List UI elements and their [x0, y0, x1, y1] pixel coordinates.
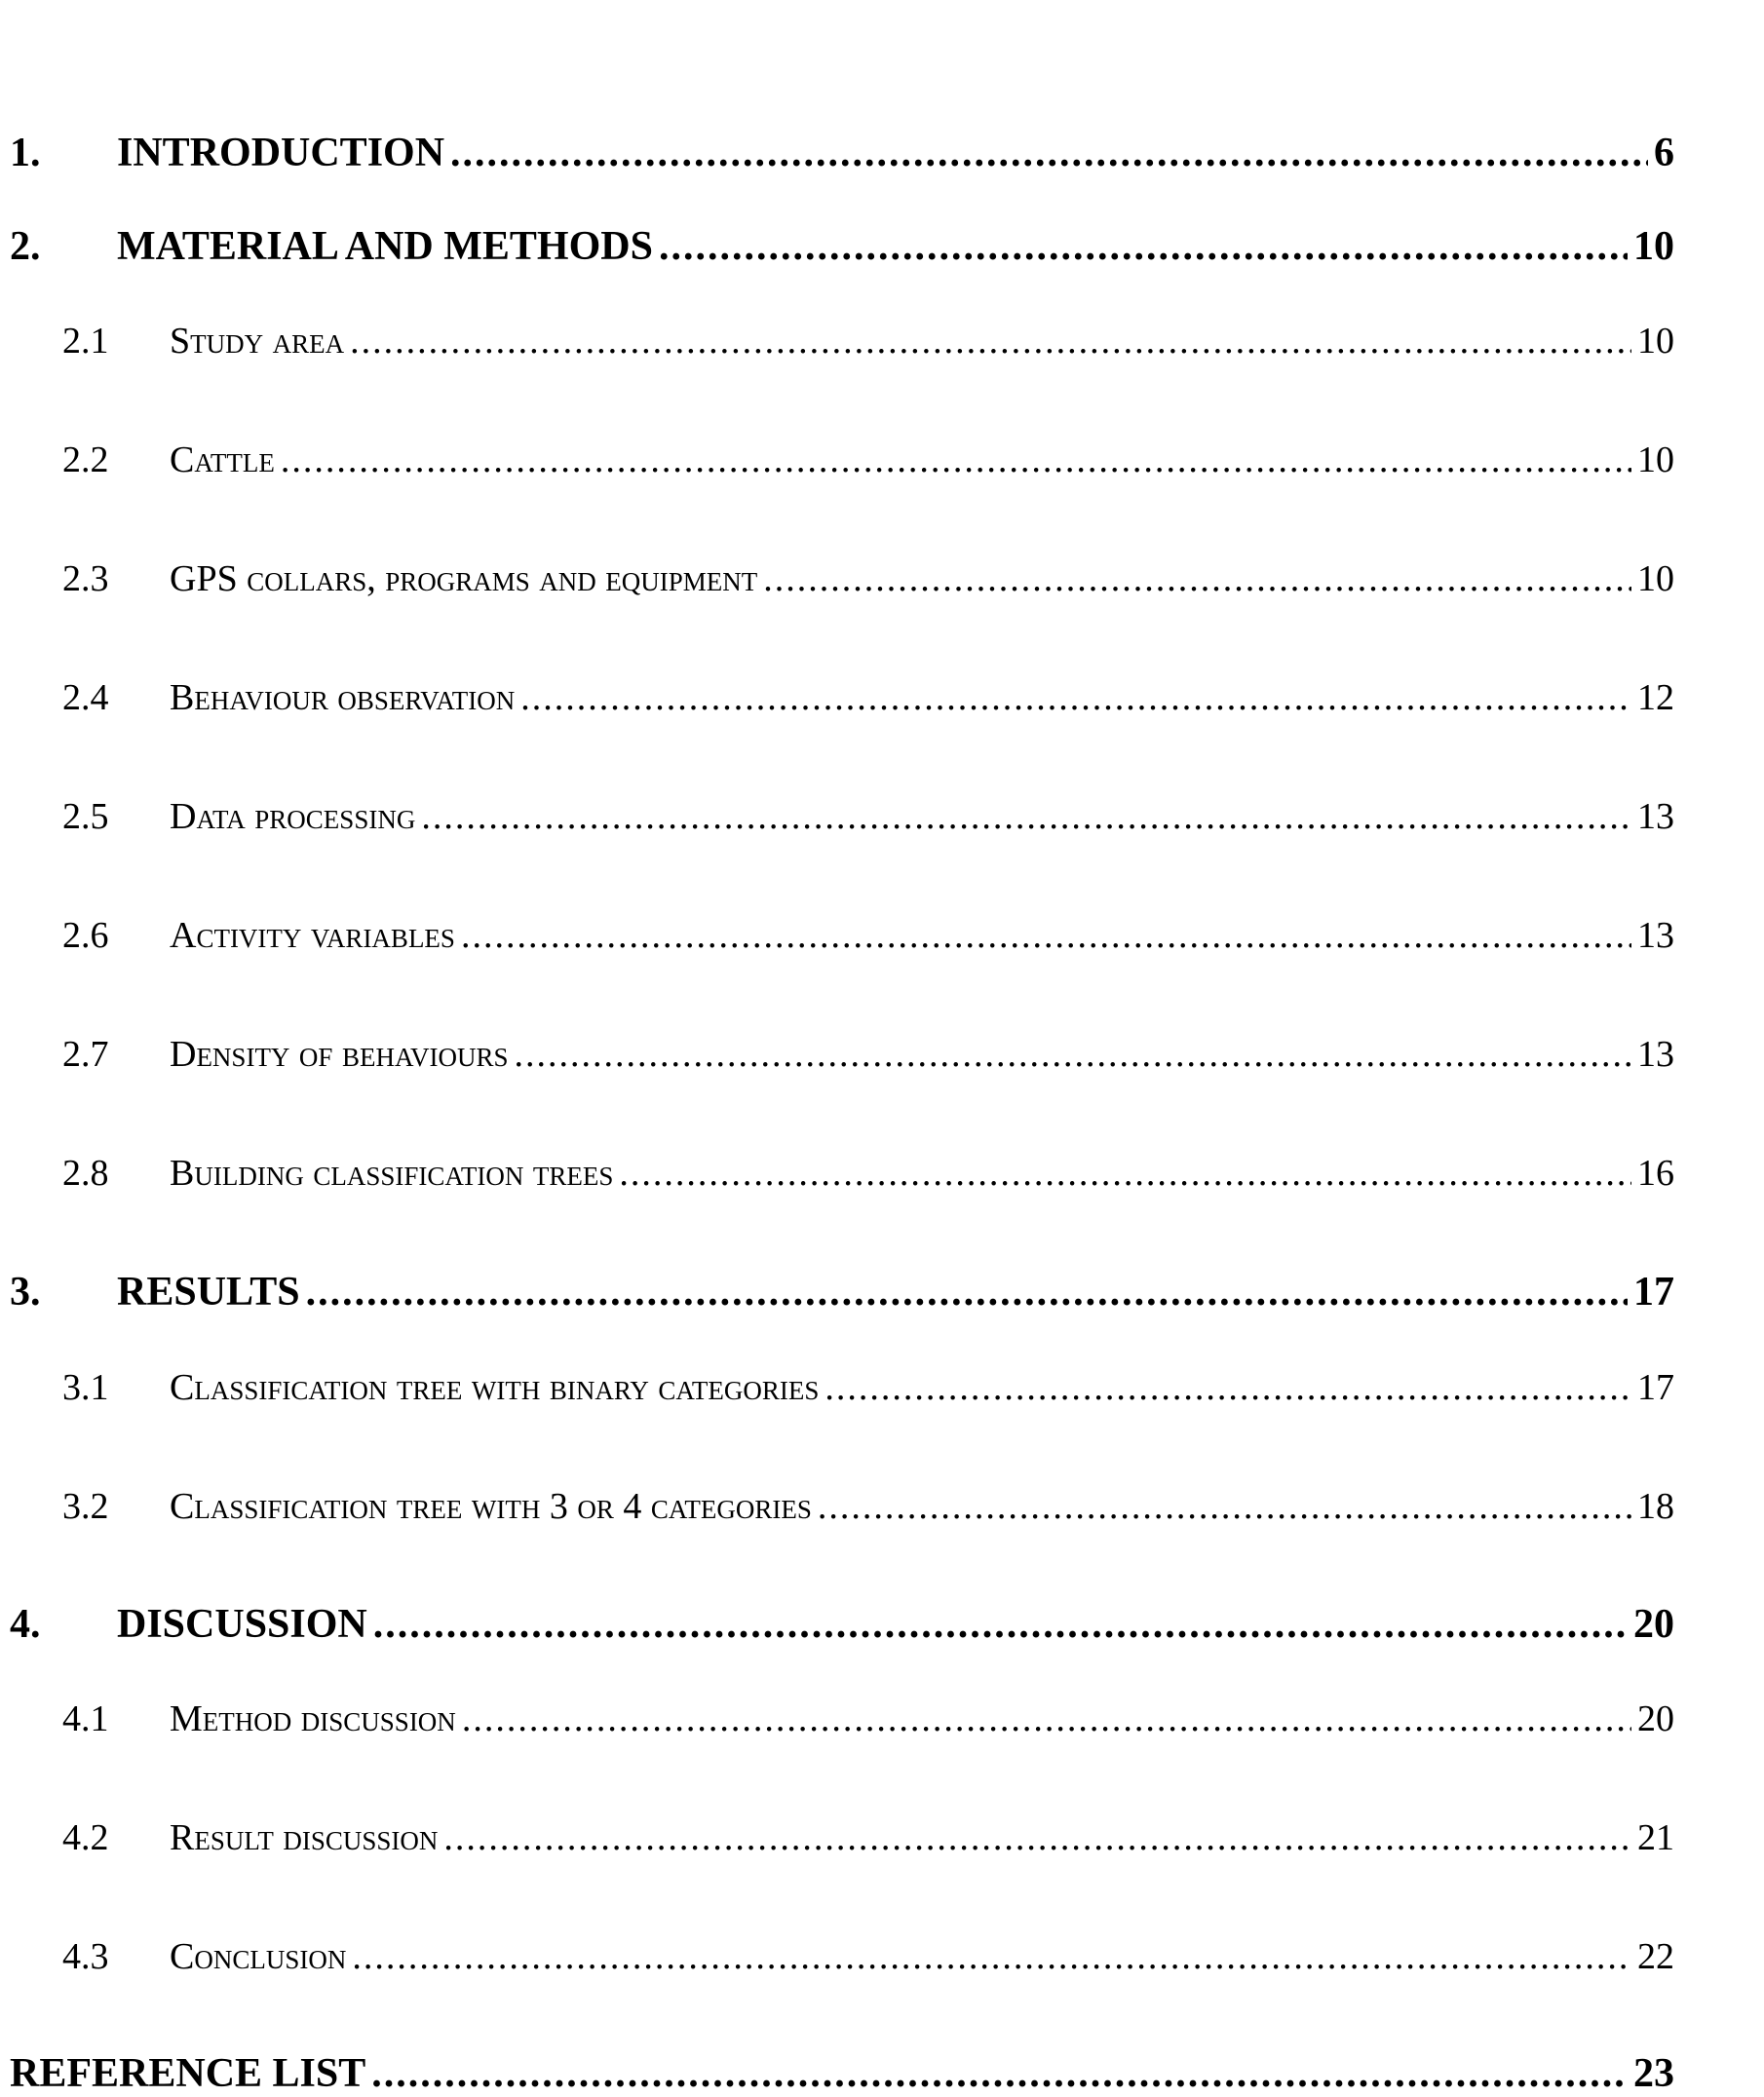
- dot-leader: [818, 1485, 1631, 1528]
- dot-leader: [281, 438, 1631, 481]
- dot-leader: [371, 2050, 1628, 2097]
- toc-entry-page: 10: [1637, 321, 1674, 362]
- toc-entry-title: Classification tree with 3 or 4 categories: [170, 1486, 812, 1527]
- toc-entry-number: 2.7: [62, 1034, 109, 1075]
- toc-entry-page: 20: [1633, 1602, 1674, 1647]
- dot-leader: [373, 1601, 1628, 1648]
- toc-entry-title: GPS collars, programs and equipment: [170, 558, 758, 599]
- toc-entry-number: 3.: [10, 1270, 41, 1315]
- toc-entry-study-area[interactable]: [0, 320, 1674, 362]
- toc-entry-number: 2.1: [62, 321, 109, 362]
- toc-entry-title: Study area: [170, 321, 345, 362]
- toc-entry-page: 6: [1654, 131, 1674, 175]
- toc-entry-building-classification-trees[interactable]: [0, 1152, 1674, 1195]
- toc-entry-number: 4.: [10, 1602, 41, 1647]
- toc-entry-page: 12: [1637, 677, 1674, 718]
- toc-entry-method-discussion[interactable]: [0, 1697, 1674, 1740]
- toc-entry-title: Data processing: [170, 796, 416, 837]
- toc-entry-number: 4.1: [62, 1698, 109, 1739]
- toc-entry-number: 3.1: [62, 1367, 109, 1408]
- toc-entry-page: 13: [1637, 1034, 1674, 1075]
- toc-entry-title: RESULTS: [117, 1270, 300, 1315]
- toc-entry-density-of-behaviours[interactable]: [0, 1033, 1674, 1076]
- toc-entry-title: Cattle: [170, 439, 275, 480]
- toc-entry-number: 2.3: [62, 558, 109, 599]
- dot-leader: [421, 795, 1631, 838]
- toc-entry-title: DISCUSSION: [117, 1602, 367, 1647]
- toc-entry-number: 2.5: [62, 796, 109, 837]
- toc-entry-title: Building classification trees: [170, 1153, 614, 1194]
- toc-entry-title: Density of behaviours: [170, 1034, 509, 1075]
- dot-leader: [443, 1816, 1631, 1859]
- toc-entry-title: Result discussion: [170, 1817, 439, 1858]
- dot-leader: [520, 676, 1631, 719]
- toc-entry-conclusion[interactable]: [0, 1935, 1674, 1978]
- dot-leader: [619, 1152, 1631, 1195]
- toc-entry-page: 18: [1637, 1486, 1674, 1527]
- toc-entry-number: 2.8: [62, 1153, 109, 1194]
- toc-entry-introduction[interactable]: [0, 130, 1674, 176]
- toc-entry-page: 22: [1637, 1936, 1674, 1977]
- dot-leader: [462, 1697, 1631, 1740]
- toc-entry-title: Behaviour observation: [170, 677, 516, 718]
- toc-entry-results[interactable]: [0, 1269, 1674, 1315]
- dot-leader: [352, 1935, 1631, 1978]
- toc-entry-title: INTRODUCTION: [117, 131, 445, 175]
- toc-entry-number: 4.2: [62, 1817, 109, 1858]
- toc-entry-page: 10: [1633, 224, 1674, 269]
- toc-entry-number: 1.: [10, 131, 41, 175]
- dot-leader: [461, 914, 1631, 957]
- toc-entry-page: 17: [1637, 1367, 1674, 1408]
- toc-entry-number: 2.6: [62, 915, 109, 956]
- dot-leader: [514, 1033, 1631, 1076]
- toc-entry-classification-tree-binary[interactable]: [0, 1366, 1674, 1409]
- toc-entry-classification-tree-3-or-4[interactable]: [0, 1485, 1674, 1528]
- toc-entry-gps-collars[interactable]: [0, 557, 1674, 600]
- toc-entry-page: 17: [1633, 1270, 1674, 1315]
- dot-leader: [659, 223, 1628, 270]
- toc-entry-title: REFERENCE LIST: [10, 2051, 366, 2096]
- toc-entry-page: 16: [1637, 1153, 1674, 1194]
- toc-entry-discussion[interactable]: [0, 1601, 1674, 1648]
- toc-entry-cattle[interactable]: [0, 438, 1674, 481]
- toc-entry-page: 10: [1637, 558, 1674, 599]
- dot-leader: [824, 1366, 1631, 1409]
- toc-entry-page: 13: [1637, 915, 1674, 956]
- toc-entry-number: 2.2: [62, 439, 109, 480]
- toc-entry-page: 20: [1637, 1698, 1674, 1739]
- toc-entry-data-processing[interactable]: [0, 795, 1674, 838]
- toc-entry-material-and-methods[interactable]: [0, 223, 1674, 270]
- toc-entry-page: 13: [1637, 796, 1674, 837]
- dot-leader: [350, 320, 1631, 362]
- dot-leader: [763, 557, 1631, 600]
- toc-entry-number: 2.4: [62, 677, 109, 718]
- toc-entry-title: MATERIAL AND METHODS: [117, 224, 653, 269]
- dot-leader: [450, 130, 1648, 176]
- toc-entry-number: 3.2: [62, 1486, 109, 1527]
- toc-entry-page: 10: [1637, 439, 1674, 480]
- toc-entry-title: Method discussion: [170, 1698, 456, 1739]
- toc-entry-page: 21: [1637, 1817, 1674, 1858]
- toc-entry-number: 4.3: [62, 1936, 109, 1977]
- toc-entry-title: Activity variables: [170, 915, 455, 956]
- toc-entry-reference-list[interactable]: [10, 2050, 1674, 2097]
- toc-entry-number: 2.: [10, 224, 41, 269]
- toc-entry-title: Conclusion: [170, 1936, 347, 1977]
- toc-entry-result-discussion[interactable]: [0, 1816, 1674, 1859]
- dot-leader: [306, 1269, 1628, 1315]
- toc-entry-title: Classification tree with binary categories: [170, 1367, 820, 1408]
- toc-entry-page: 23: [1633, 2051, 1674, 2096]
- toc-entry-behaviour-observation[interactable]: [0, 676, 1674, 719]
- toc-entry-activity-variables[interactable]: [0, 914, 1674, 957]
